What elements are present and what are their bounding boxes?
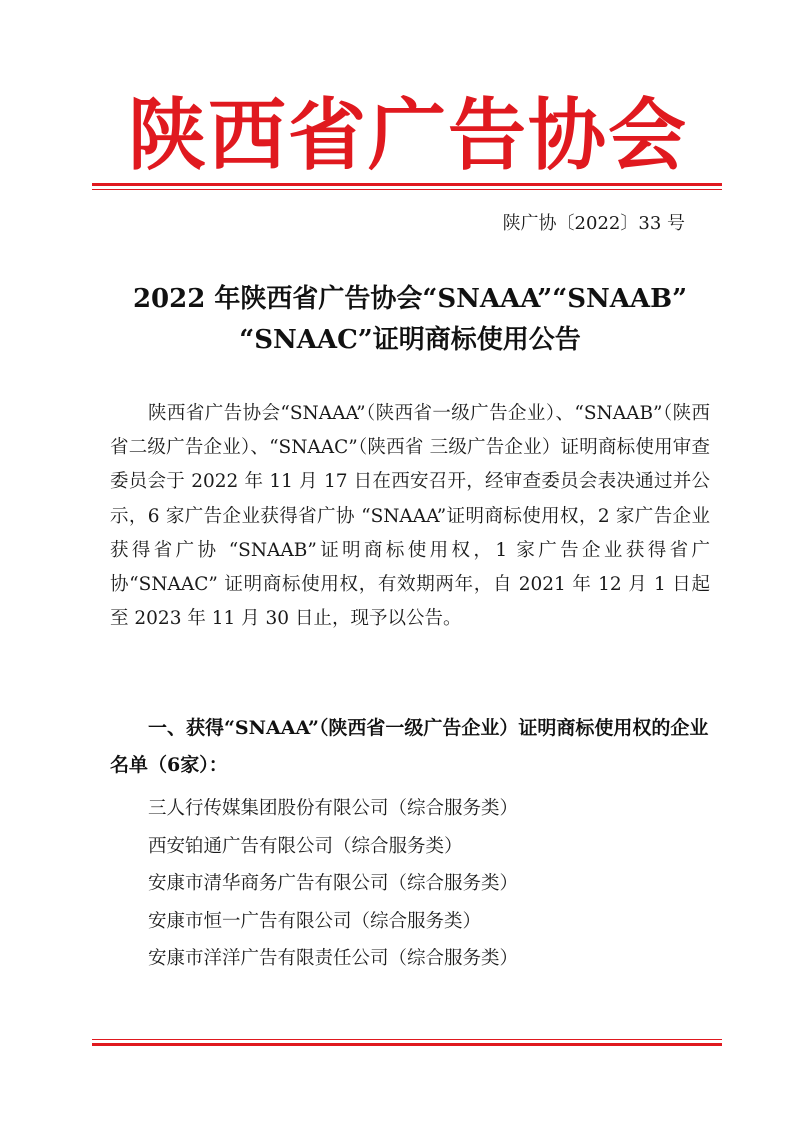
company-list-item: 安康市洋洋广告有限责任公司（综合服务类） [148, 948, 519, 969]
company-list [148, 790, 518, 978]
document-title-line-1: 2022 年陕西省广告协会“SNAAA”“SNAAB” [132, 284, 688, 314]
announcement-body: 陕西省广告协会“SNAAA”（陕西省一级广告企业）、“SNAAB”（陕西省二级广告企业）、“SNAAC”（陕西省 三级广告企业）证明商标使用审查委员会于 2022 年 11 月 17 日在西安召开，经审查委员会表决通过并公示，6 家广告企业获得省广协 “SNAAA”证明商标使用权，2 家广告企业获得省广协 “SNAAB”证明商标使用权，1 家广告企业获得省广协“SNAAC” 证明商标使用权，有效期两年，自 2021 年 12 月 1 日起至 2023 年 11 月 30 日止，现予以公告。 [110, 403, 710, 630]
document-title-line-2: “SNAAC”证明商标使用公告 [239, 325, 581, 355]
letterhead-org-name: 陕西省广告协会 [127, 90, 688, 181]
company-list-item: 安康市清华商务广告有限公司（综合服务类） [148, 873, 519, 894]
header-red-rule-thick [92, 183, 722, 186]
header-red-rule-thin [92, 189, 722, 190]
footer-red-rule-thin [92, 1039, 722, 1040]
company-list-item: 西安铂通广告有限公司（综合服务类） [148, 835, 463, 857]
company-list-item: 安康市恒一广告有限公司（综合服务类） [148, 910, 482, 932]
footer-red-rule-thick [92, 1043, 722, 1046]
section-1-heading: 一、获得“SNAAA”（陕西省一级广告企业）证明商标使用权的企业名单（6家）： [110, 717, 709, 776]
document-number: 陕广协〔2022〕33 号 [502, 213, 685, 234]
company-list-item: 三人行传媒集团股份有限公司（综合服务类） [148, 798, 519, 819]
